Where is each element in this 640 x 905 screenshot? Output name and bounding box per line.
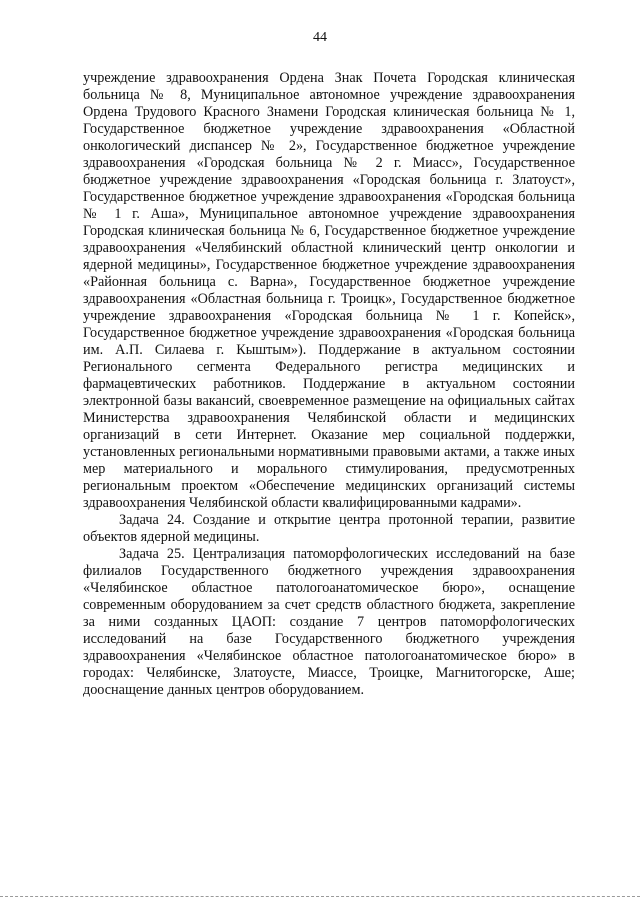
body-text bbox=[83, 70, 575, 699]
page-number: 44 bbox=[313, 30, 327, 45]
page-bottom-edge bbox=[0, 896, 640, 897]
paragraph-continuation: учреждение здравоохранения Ордена Знак Почета Городская клиническая больница № 8, Муниципальное автономное учреждение здравоохранения Ордена Трудового Красного Знамени Городская клиническая больница № 1, Государственное бюджетное учреждение здравоохранения «Областной онкологический диспансер № 2», Государственное бюджетное учреждение здравоохранения «Городская больница № 2 г. Миасс», Государственное бюджетное учреждение здравоохранения «Городская больница г. Златоуст», Государственное бюджетное учреждение здравоохранения «Городская больница № 1 г. Аша», Муниципальное автономное учреждение здравоохранения Городская клиническая больница № 6, Государственное бюджетное учреждение здравоохранения «Челябинский областной клинический центр онкологии и ядерной медицины», Государственное бюджетное учреждение здравоохранения «Районная больница с. Варна», Государственное бюджетное учреждение здравоохранения «Областная больница г. Троицк», Государственное бюджетное учреждение здравоохранения «Городская больница № 1 г. Копейск», Государственное бюджетное учреждение здравоохранения «Городская больница им. А.П. Силаева г. Кыштым»). Поддержание в актуальном состоянии Регионального сегмента Федерального регистра медицинских и фармацевтических работников. Поддержание в актуальном состоянии электронной базы вакансий, своевременное размещение на официальных сайтах Министерства здравоохранения Челябинской области и медицинских организаций в сети Интернет. Оказание мер социальной поддержки, установленных региональными нормативными правовыми актами, а также иных мер материального и морального стимулирования, предусмотренных региональным проектом «Обеспечение медицинских организаций системы здравоохранения Челябинской области квалифицированными кадрами». bbox=[83, 70, 575, 511]
paragraph-task-24: Задача 24. Создание и открытие центра протонной терапии, развитие объектов ядерной медицины. bbox=[83, 512, 575, 545]
paragraph-task-25: Задача 25. Централизация патоморфологических исследований на базе филиалов Государственного бюджетного учреждения здравоохранения «Челябинское областное патологоанатомическое бюро», оснащение современным оборудованием за счет средств областного бюджета, закрепление за ними созданных ЦАОП: создание 7 центров патоморфологических исследований на базе Государственного бюджетного учреждения здравоохранения «Челябинское областное патологоанатомическое бюро» в городах: Челябинске, Златоусте, Миассе, Троицке, Магнитогорске, Аше; дооснащение данных центров оборудованием. bbox=[83, 546, 575, 698]
